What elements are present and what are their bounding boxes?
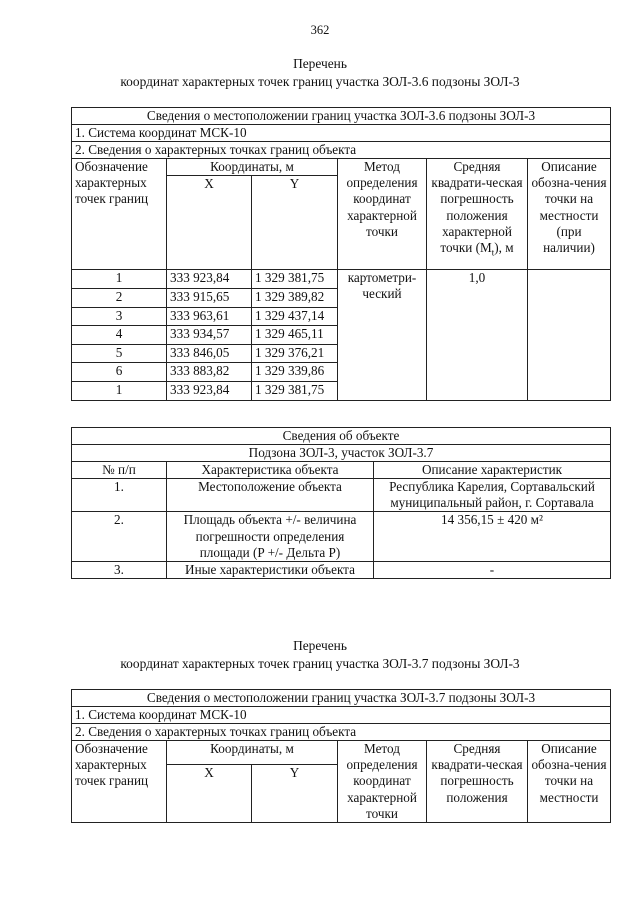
row-characteristic: Местоположение объекта — [167, 479, 374, 512]
description-value — [528, 270, 611, 400]
coordinate-system-row: 1. Система координат МСК-10 — [72, 707, 611, 724]
col-description: Описание обозна-чения точки на местности — [528, 741, 611, 822]
point-x: 333 934,57 — [167, 326, 252, 345]
col-description: Описание обозна-чения точки на местности (при наличии) — [528, 159, 611, 270]
points-info-row: 2. Сведения о характерных точках границ объекта — [72, 724, 611, 741]
row-characteristic: Иные характеристики объекта — [167, 561, 374, 578]
section1-title — [0, 55, 640, 91]
point-x: 333 923,84 — [167, 381, 252, 400]
row-description: Республика Карелия, Сортавальский муниципальный район, г. Сортавала — [374, 479, 611, 512]
col-coordinates: Координаты, м — [167, 159, 338, 176]
col-y: Y — [252, 764, 338, 822]
point-x: 333 923,84 — [167, 270, 252, 289]
section2-title-line2: координат характерных точек границ участка ЗОЛ-3.7 подзоны ЗОЛ-3 — [120, 656, 520, 671]
point-y: 1 329 465,11 — [252, 326, 338, 345]
col-characteristic: Характеристика объекта — [167, 462, 374, 479]
section1-title-line1: Перечень — [293, 56, 347, 71]
point-id: 1 — [72, 270, 167, 289]
col-designation: Обозначение характерных точек границ — [72, 159, 167, 270]
table-header: Сведения о местоположении границ участка ЗОЛ-3.6 подзоны ЗОЛ-3 — [72, 108, 611, 125]
col-x: X — [167, 764, 252, 822]
coordinates-table-zol-3-6 — [71, 107, 611, 401]
point-y: 1 329 437,14 — [252, 307, 338, 326]
point-y: 1 329 339,86 — [252, 363, 338, 382]
section2-title-line1: Перечень — [293, 638, 347, 653]
col-error: Средняя квадрати-ческая погрешность положения характерной точки $(M_t)$, м — [427, 159, 528, 270]
point-x: 333 883,82 — [167, 363, 252, 382]
row-description: 14 356,15 ± 420 м² — [374, 512, 611, 561]
col-error: Средняя квадрати-ческая погрешность положения — [427, 741, 528, 822]
table-row — [72, 561, 611, 578]
col-y: Y — [252, 176, 338, 270]
method-value: картометри-ческий — [338, 270, 427, 400]
row-num: 2. — [72, 512, 167, 561]
table-header: Сведения о местоположении границ участка ЗОЛ-3.7 подзоны ЗОЛ-3 — [72, 690, 611, 707]
page-number: 362 — [310, 23, 330, 37]
error-value: 1,0 — [427, 270, 528, 400]
point-id: 5 — [72, 344, 167, 363]
coordinate-system-row: 1. Система координат МСК-10 — [72, 125, 611, 142]
col-method: Метод определения координат характерной точки — [338, 741, 427, 822]
point-x: 333 846,05 — [167, 344, 252, 363]
coordinates-table-zol-3-7 — [71, 689, 611, 823]
row-description: - — [374, 561, 611, 578]
point-x: 333 915,65 — [167, 288, 252, 307]
point-y: 1 329 381,75 — [252, 381, 338, 400]
col-designation: Обозначение характерных точек границ — [72, 741, 167, 822]
point-x: 333 963,61 — [167, 307, 252, 326]
col-method: Метод определения координат характерной точки — [338, 159, 427, 270]
row-characteristic: Площадь объекта +/- величина погрешности определения площади (P +/- Дельта P) — [167, 512, 374, 561]
point-y: 1 329 381,75 — [252, 270, 338, 289]
row-num: 3. — [72, 561, 167, 578]
col-coordinates: Координаты, м — [167, 741, 338, 764]
section1-title-line2: координат характерных точек границ участка ЗОЛ-3.6 подзоны ЗОЛ-3 — [120, 74, 520, 89]
col-num: № п/п — [72, 462, 167, 479]
table-row — [72, 512, 611, 561]
object-info-table — [71, 427, 611, 579]
points-info-row: 2. Сведения о характерных точках границ объекта — [72, 142, 611, 159]
point-id: 6 — [72, 363, 167, 382]
table-row — [72, 270, 611, 289]
col-characteristic-description: Описание характеристик — [374, 462, 611, 479]
point-id: 2 — [72, 288, 167, 307]
section2-title — [0, 637, 640, 673]
row-num: 1. — [72, 479, 167, 512]
point-y: 1 329 389,82 — [252, 288, 338, 307]
point-id: 1 — [72, 381, 167, 400]
point-id: 4 — [72, 326, 167, 345]
table-row — [72, 479, 611, 512]
point-id: 3 — [72, 307, 167, 326]
col-x: X — [167, 176, 252, 270]
point-y: 1 329 376,21 — [252, 344, 338, 363]
object-info-subheader: Подзона ЗОЛ-3, участок ЗОЛ-3.7 — [72, 445, 611, 462]
object-info-header: Сведения об объекте — [72, 428, 611, 445]
